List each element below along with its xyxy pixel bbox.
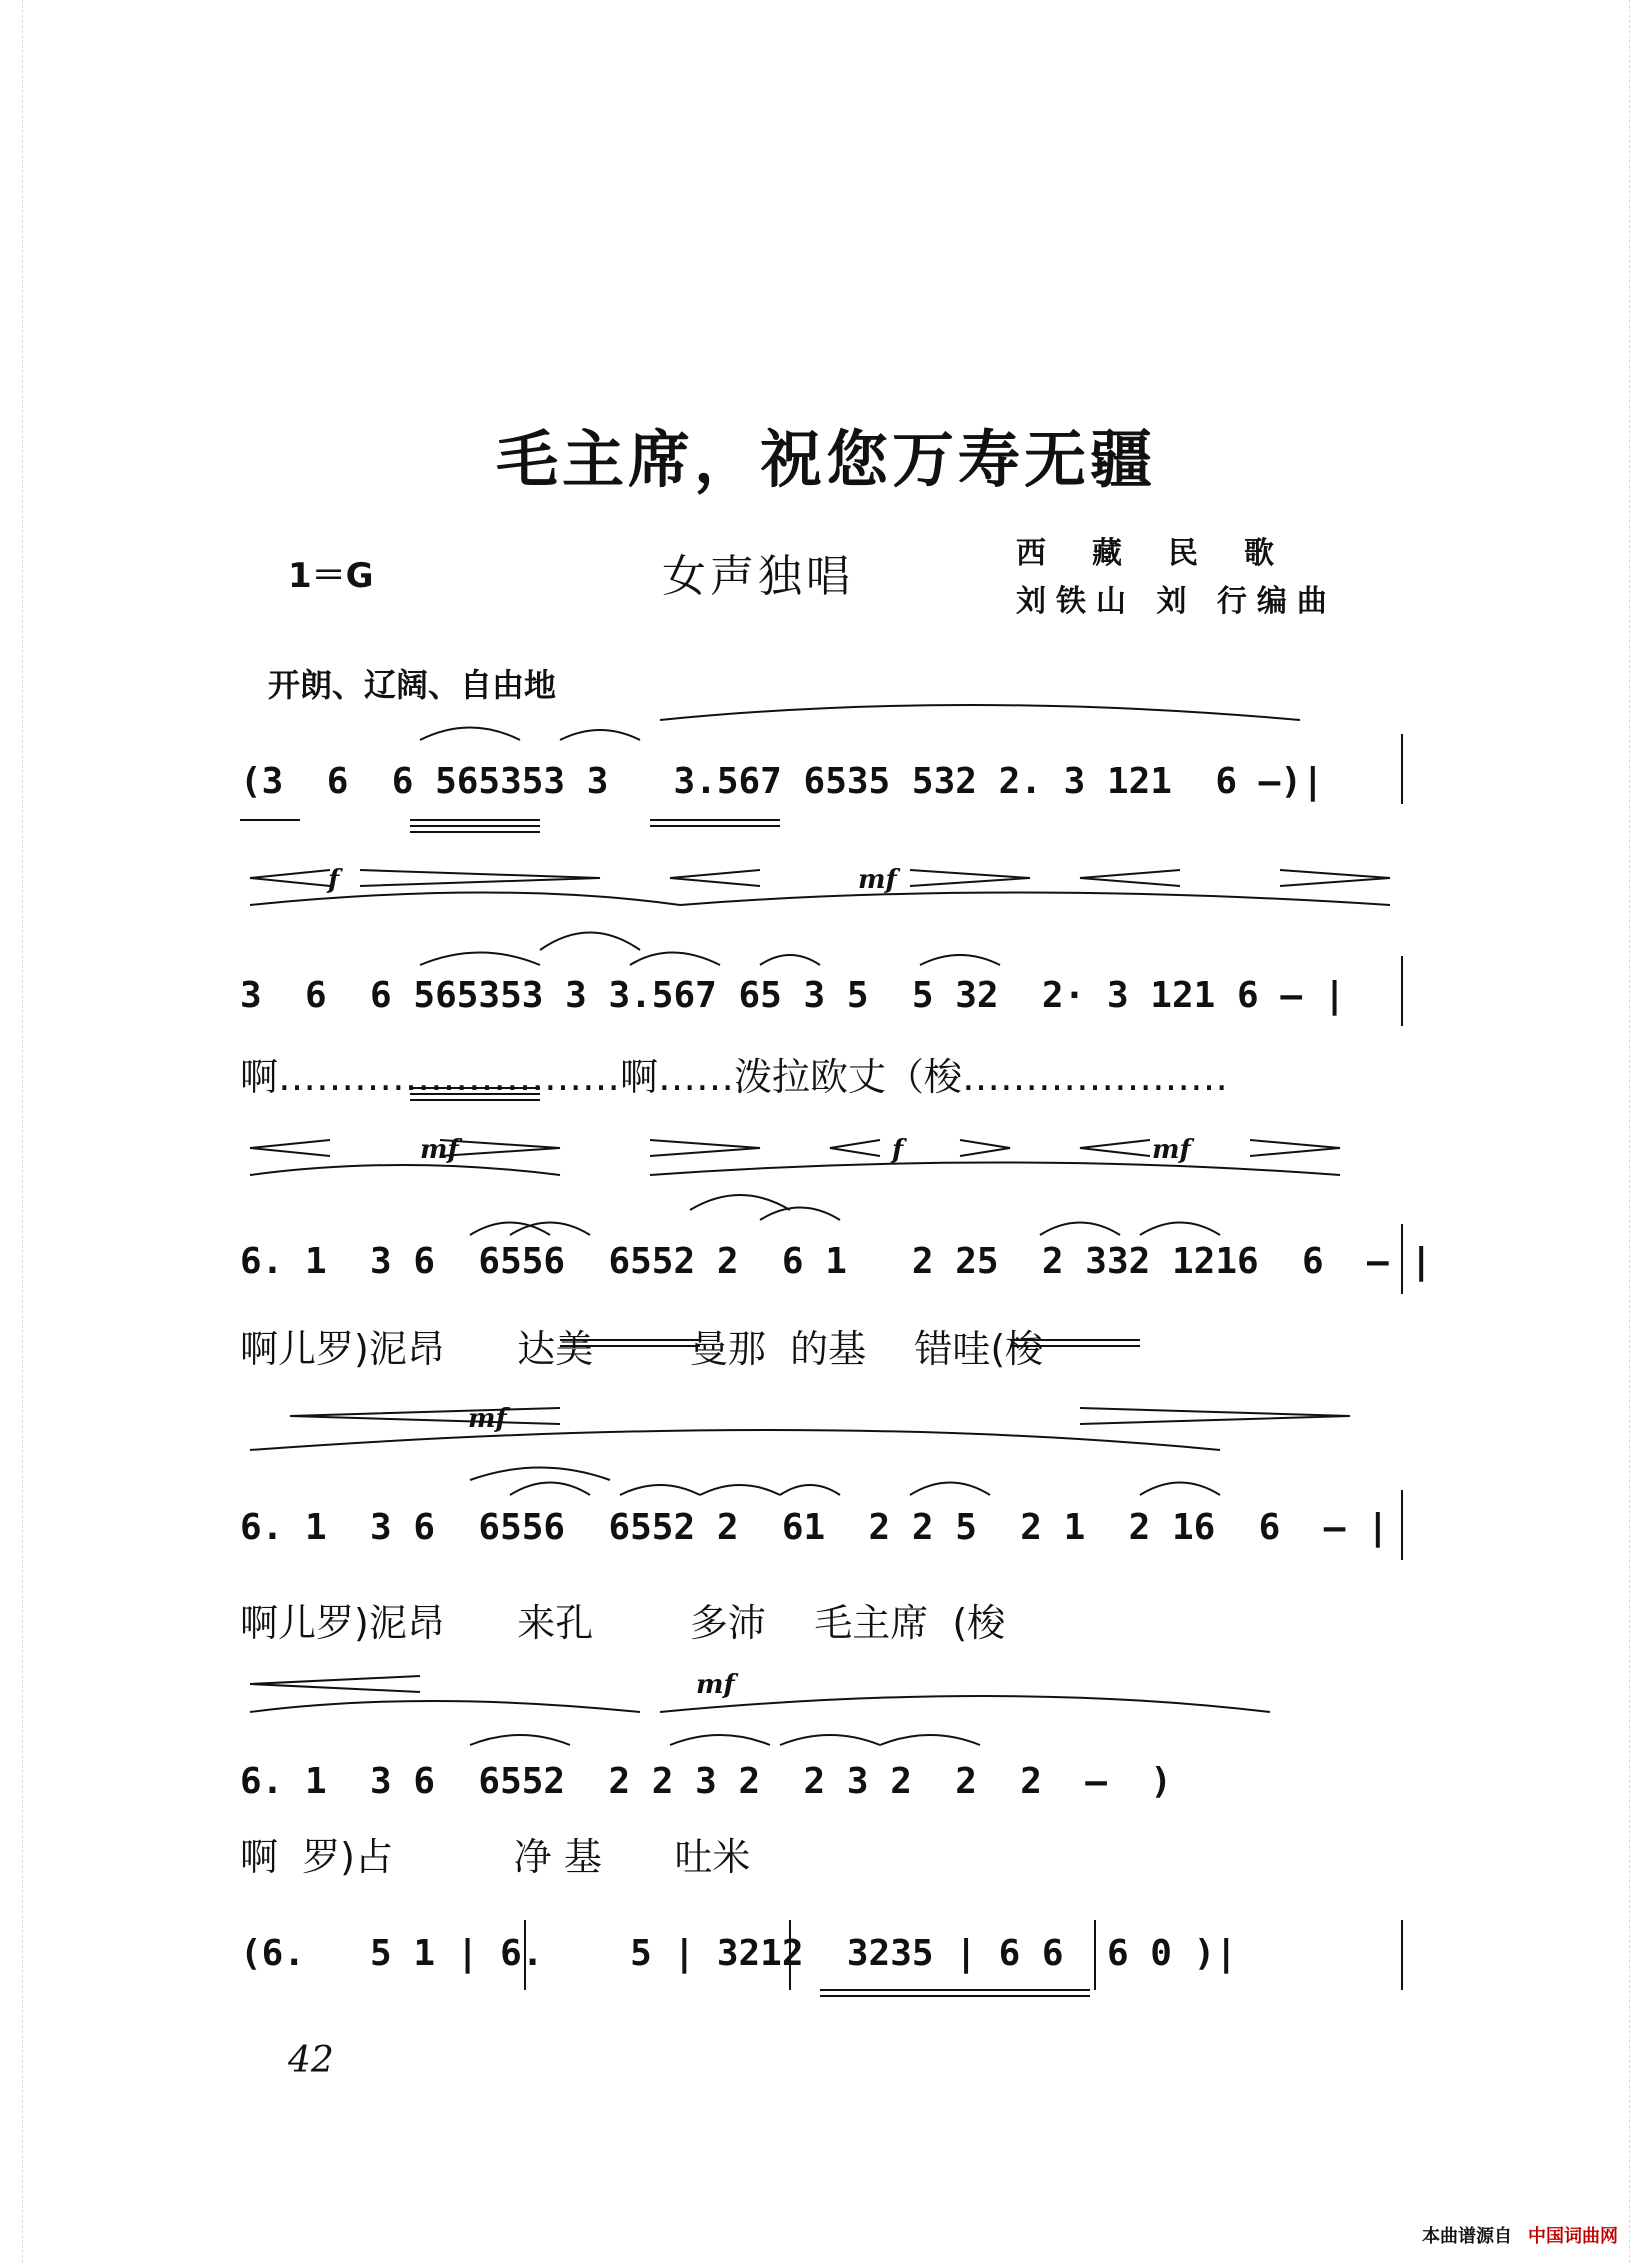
svg-text:mf: mf bbox=[468, 1404, 507, 1434]
system-5-lyrics: 啊 罗)占 净 基 吐米 bbox=[240, 1835, 751, 1879]
credit-origin: 西藏民歌 bbox=[1016, 536, 1320, 571]
page-number: 42 bbox=[288, 2040, 334, 2081]
page-title: 毛主席，祝您万寿无疆 bbox=[495, 423, 1156, 496]
system-6-notes: (6. 5 1 | 6. 5 | 3212 3235 | 6 6 6 0 )| bbox=[240, 1933, 1237, 1974]
source-site-link[interactable]: 中国词曲网 bbox=[1528, 2226, 1618, 2247]
key-signature: 1＝G bbox=[288, 556, 374, 596]
svg-text:mf: mf bbox=[1152, 1135, 1191, 1165]
system-2-notes: 3 6 6 565353 3 3.567 65 3 5 5 32 2· 3 121 6 — | bbox=[240, 975, 1346, 1016]
system-5-notes: 6. 1 3 6 6552 2 2 3 2 2 3 2 2 2 — ) bbox=[240, 1761, 1172, 1802]
system-3-lyrics: 啊儿罗)泥昂 达美 曼那 的基 错哇(梭 bbox=[240, 1327, 1044, 1371]
svg-text:mf: mf bbox=[420, 1135, 459, 1165]
system-1-notes: (3 6 6 565353 3 3.567 6535 532 2. 3 121 6 —)| bbox=[240, 761, 1324, 802]
voice-type: 女声独唱 bbox=[662, 551, 854, 602]
svg-text:mf: mf bbox=[858, 865, 897, 895]
credit-arranger: 刘铁山 刘 行编曲 bbox=[1016, 584, 1337, 619]
source-note: 本曲谱源自 bbox=[1422, 2226, 1512, 2247]
tempo-marking: 开朗、辽阔、自由地 bbox=[268, 666, 557, 704]
system-3-notes: 6. 1 3 6 6556 6552 2 6 1 2 25 2 332 1216 6 — | bbox=[240, 1241, 1433, 1282]
source-footer bbox=[1422, 2222, 1618, 2248]
svg-text:f: f bbox=[892, 1135, 904, 1165]
left-margin-strip bbox=[0, 0, 23, 2263]
right-margin-strip bbox=[1629, 0, 1652, 2263]
system-2-lyrics: 啊………………………啊……泼拉欧丈（梭………………… bbox=[240, 1055, 1229, 1099]
system-4-lyrics: 啊儿罗)泥昂 来孔 多沛 毛主席 (梭 bbox=[240, 1601, 1006, 1645]
system-4-notes: 6. 1 3 6 6556 6552 2 61 2 2 5 2 1 2 16 6 — | bbox=[240, 1507, 1389, 1548]
svg-text:f: f bbox=[328, 865, 340, 895]
svg-text:mf: mf bbox=[696, 1670, 735, 1700]
